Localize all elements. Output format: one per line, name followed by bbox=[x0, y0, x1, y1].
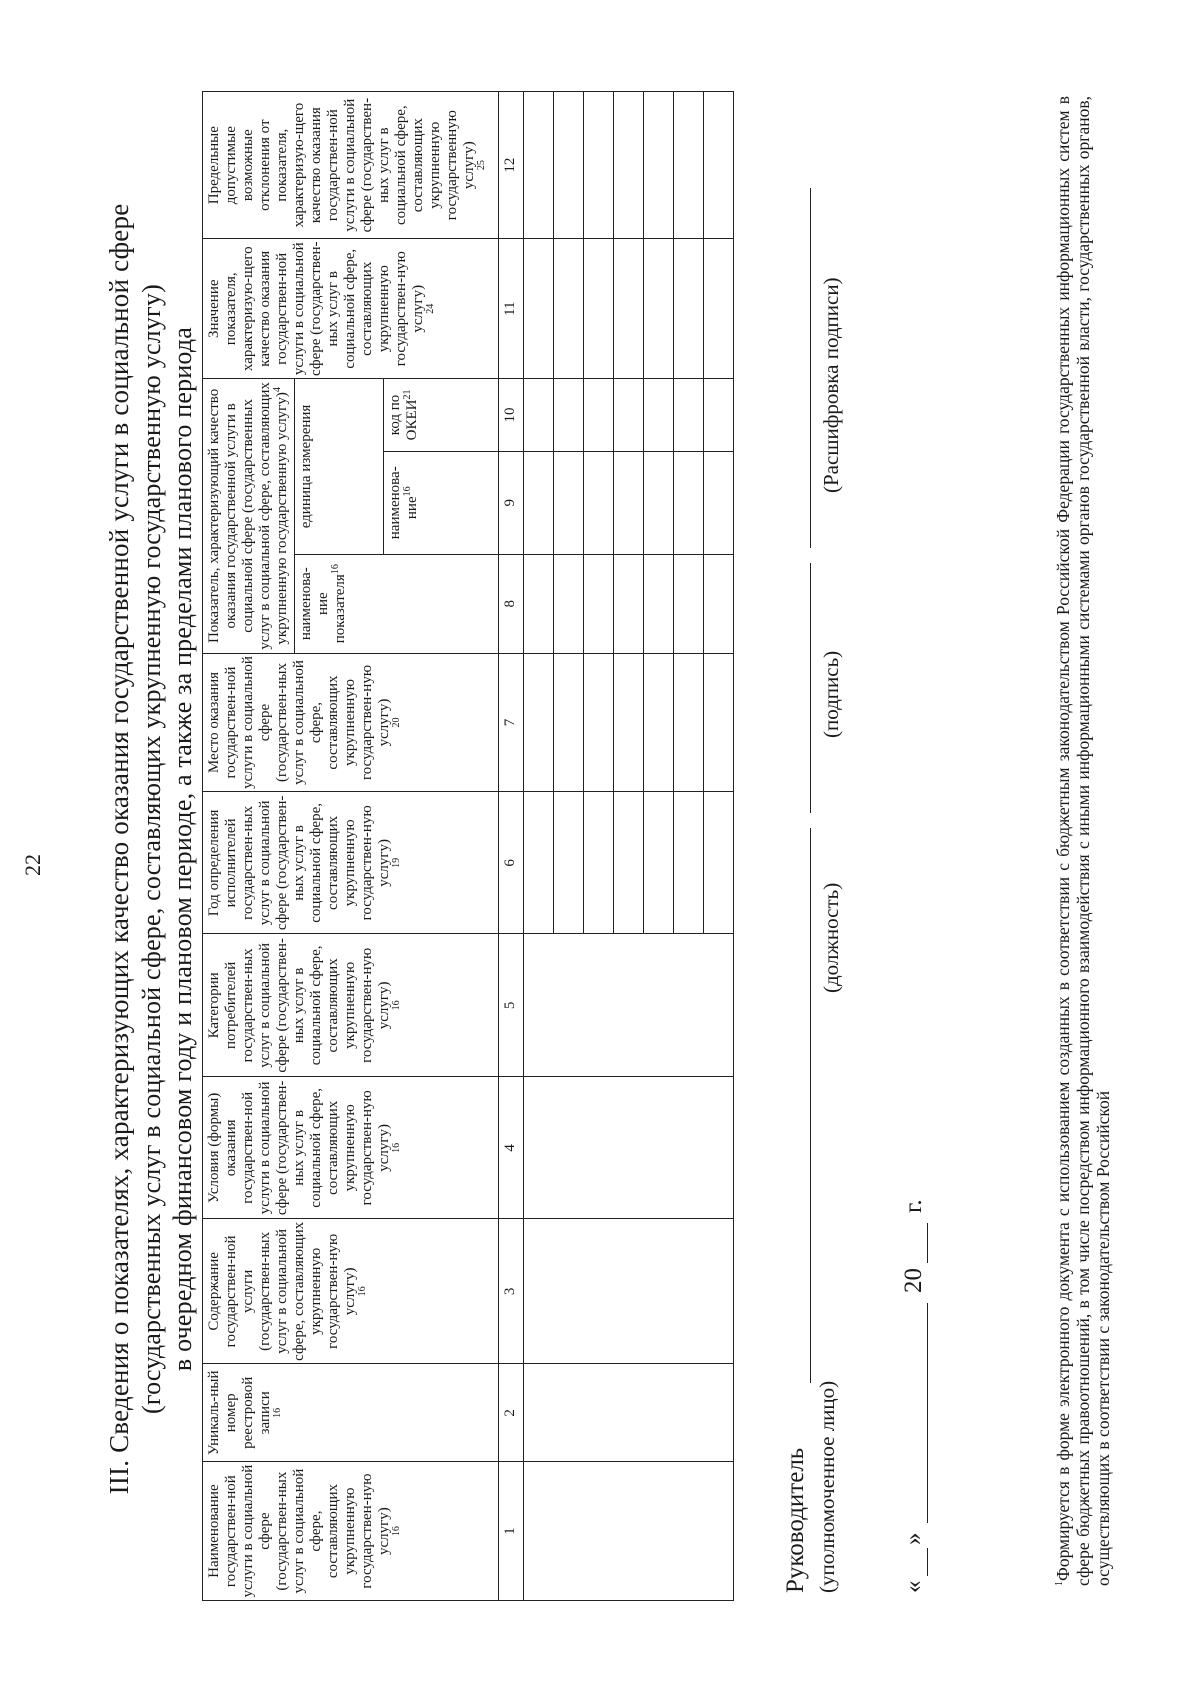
table-cell bbox=[644, 379, 674, 452]
table-cell bbox=[704, 554, 734, 653]
column-number: 3 bbox=[499, 1219, 524, 1364]
date-open-quote: « bbox=[900, 1580, 927, 1593]
table-cell bbox=[554, 653, 584, 792]
table-cell bbox=[614, 554, 644, 653]
table-cell bbox=[674, 554, 704, 653]
table-cell bbox=[704, 451, 734, 554]
table-cell bbox=[614, 653, 644, 792]
table-cell bbox=[524, 554, 554, 653]
table-cell bbox=[524, 1462, 734, 1601]
header-executor-year: Год определения исполнителей государствен-ных услуг в социальной сфере (государствен-ных услуг в социальной сфере, составляющих укрупненную государствен-ную услугу) $^{19}$ bbox=[203, 792, 499, 934]
section-title-line-3: в очередном финансовом году и плановом периоде, а также за пределами планового периода bbox=[168, 326, 197, 1372]
footnote-text: Формируется в форме электронного документа с использованием созданных в соответствии с бюджетным законодательством Российской Федерации государственных информационных систем в сфере бюджетных правоотношений, в том числе посредством информационного взаимодействия с иными информационными системами органов государственной власти, государственных органов, осуществляющих в соответствии с законодательством Российской bbox=[1053, 96, 1113, 1586]
table-cell bbox=[554, 92, 584, 239]
table-cell bbox=[584, 554, 614, 653]
table-cell bbox=[524, 379, 554, 452]
table-cell bbox=[644, 554, 674, 653]
signatory-role-note: (уполномоченное лицо) bbox=[815, 1380, 839, 1593]
signatory-role: Руководитель bbox=[782, 1447, 809, 1593]
table-cell bbox=[524, 653, 554, 792]
table-cell bbox=[704, 653, 734, 792]
header-unit-name: наименова-ние$^{16}$ bbox=[384, 451, 499, 554]
table-cell bbox=[584, 653, 614, 792]
table-cell bbox=[584, 239, 614, 379]
column-number: 7 bbox=[499, 653, 524, 792]
table-cell bbox=[674, 451, 704, 554]
header-service-conditions: Условия (формы) оказания государствен-ной услуги в социальной сфере (государствен-ных услуг в социальной сфере, составляющих укрупненную государствен-ную услугу) $^{16}$ bbox=[203, 1077, 499, 1219]
date-close-quote: » bbox=[900, 1532, 927, 1545]
table-cell bbox=[524, 792, 554, 934]
table-row bbox=[524, 92, 554, 1601]
date-month-line[interactable] bbox=[927, 1303, 928, 1523]
table-cell bbox=[704, 792, 734, 934]
table-cell bbox=[554, 379, 584, 452]
quality-indicators-table bbox=[202, 91, 762, 1601]
header-allowed-deviation: Предельные допустимые возможные отклонения от показателя, характеризую-щего качество оказания государствен-ной услуги в социальной сфере (государствен-ных услуг в социальной сфере, составляющих укрупненную государственную услугу) $^{25}$ bbox=[203, 92, 499, 239]
table-cell bbox=[644, 451, 674, 554]
date-year-suffix: г. bbox=[900, 1199, 927, 1213]
column-number-row bbox=[499, 92, 524, 1601]
table-cell bbox=[644, 653, 674, 792]
footnote bbox=[1053, 96, 1113, 1586]
date-year-line[interactable] bbox=[927, 1223, 928, 1263]
table-cell bbox=[674, 239, 704, 379]
date-year-prefix: 20 bbox=[900, 1268, 927, 1293]
table-cell bbox=[614, 92, 644, 239]
column-number: 4 bbox=[499, 1077, 524, 1219]
column-number: 8 bbox=[499, 554, 524, 653]
header-indicator-name: наименова-ние показателя$^{16}$ bbox=[295, 554, 499, 653]
table-cell bbox=[614, 379, 644, 452]
table-cell bbox=[554, 239, 584, 379]
table-cell bbox=[524, 92, 554, 239]
table-cell bbox=[524, 239, 554, 379]
section-title-line-2: (государственных услуг в социальной сфере, составляющих укрупненную государственную услугу) bbox=[137, 284, 166, 1414]
position-line[interactable] bbox=[810, 828, 811, 1383]
column-number: 6 bbox=[499, 792, 524, 934]
table-cell bbox=[704, 239, 734, 379]
table-cell bbox=[524, 1364, 734, 1462]
table-cell bbox=[524, 1219, 734, 1364]
table-cell bbox=[674, 653, 704, 792]
column-number: 10 bbox=[499, 379, 524, 452]
table-cell bbox=[644, 92, 674, 239]
column-number: 9 bbox=[499, 451, 524, 554]
date-day-line[interactable] bbox=[927, 1548, 928, 1576]
header-registry-number: Уникаль-ный номер реестровой записи $^{16}$ bbox=[203, 1364, 499, 1462]
header-consumer-categories: Категории потребителей государствен-ных услуг в социальной сфере (государствен-ных услуг в социальной сфере, составляющих укрупненную государствен-ную услугу) $^{16}$ bbox=[203, 934, 499, 1077]
table-cell bbox=[524, 1077, 734, 1219]
table-cell bbox=[584, 792, 614, 934]
header-service-content: Содержание государствен-ной услуги (государствен-ных услуг в социальной сфере, составляющих укрупненную государствен-ную услугу) $^{16}$ bbox=[203, 1219, 499, 1364]
table-cell bbox=[614, 451, 644, 554]
table-cell bbox=[524, 451, 554, 554]
table-cell bbox=[584, 379, 614, 452]
signature-block bbox=[782, 93, 962, 1593]
section-title-line-1: III. Сведения о показателях, характеризующих качество оказания государственной услуги в социальной сфере bbox=[104, 203, 134, 1495]
column-number: 11 bbox=[499, 239, 524, 379]
table-cell bbox=[554, 792, 584, 934]
column-number: 2 bbox=[499, 1364, 524, 1462]
table-cell bbox=[554, 451, 584, 554]
table-cell bbox=[674, 792, 704, 934]
column-number: 5 bbox=[499, 934, 524, 1077]
table-cell bbox=[644, 239, 674, 379]
header-service-place: Место оказания государствен-ной услуги в социальной сфере (государствен-ных услуг в социальной сфере, составляющих укрупненную государствен-ную услугу) $^{20}$ bbox=[203, 653, 499, 792]
page-number: 22 bbox=[20, 854, 45, 876]
header-unit-of-measure: единица измерения bbox=[295, 379, 384, 555]
name-caption: (Расшифровка подписи) bbox=[819, 277, 843, 493]
table-cell bbox=[704, 92, 734, 239]
table-cell bbox=[614, 239, 644, 379]
footnote-marker: 1 bbox=[1054, 1581, 1066, 1586]
table-cell bbox=[554, 554, 584, 653]
table-cell bbox=[644, 792, 674, 934]
column-number: 12 bbox=[499, 92, 524, 239]
table-cell bbox=[584, 451, 614, 554]
table-cell bbox=[674, 92, 704, 239]
signature-line[interactable] bbox=[810, 563, 811, 813]
header-okei-code: код по ОКЕИ$^{21}$ bbox=[384, 379, 499, 452]
table-cell bbox=[614, 792, 644, 934]
position-caption: (должность) bbox=[819, 882, 843, 993]
signature-caption: (подпись) bbox=[819, 650, 843, 738]
table-cell bbox=[524, 934, 734, 1077]
table-cell bbox=[704, 379, 734, 452]
header-service-name: Наименование государствен-ной услуги в социальной сфере (государствен-ных услуг в социальной сфере, составляющих укрупненную государствен-ную услугу) $^{16}$ bbox=[203, 1462, 499, 1601]
column-number: 1 bbox=[499, 1462, 524, 1601]
table-cell bbox=[584, 92, 614, 239]
table-cell bbox=[674, 379, 704, 452]
header-quality-indicator-group: Показатель, характеризующий качество оказания государственной услуги в социальной сфере (государственных услуг в социальной сфере, составляющих укрупненную государственную услугу)$^4$ bbox=[203, 379, 295, 653]
name-line[interactable] bbox=[810, 188, 811, 548]
header-indicator-value: Значение показателя, характеризую-щего качество оказания государствен-ной услуги в социальной сфере (государствен-ных услуг в социальной сфере, составляющих укрупненную государствен-ную услугу) $^{24}$ bbox=[203, 239, 499, 379]
